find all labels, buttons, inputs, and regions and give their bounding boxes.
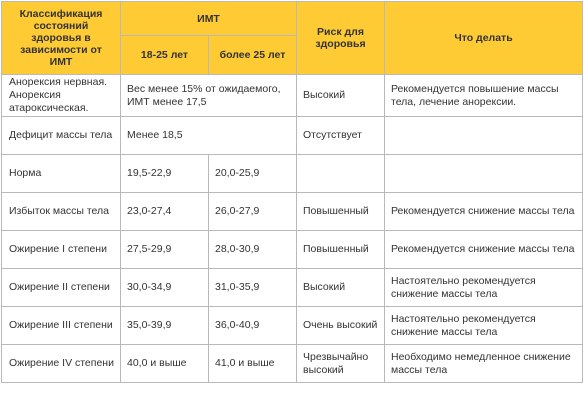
cell-classification: Ожирение III степени (2, 307, 121, 345)
cell-action: Рекомендуется повышение массы тела, лечение анорексии. (385, 75, 583, 117)
header-classification: Классификация состояний здоровья в зависимости от ИМТ (2, 2, 121, 75)
header-risk: Риск для здоровья (297, 2, 385, 75)
cell-action: Необходимо немедленное снижение массы тела (385, 345, 583, 383)
cell-bmi-18-25: 19,5-22,9 (121, 155, 209, 193)
table-header (2, 2, 583, 75)
cell-action: Настоятельно рекомендуется снижение массы тела (385, 269, 583, 307)
table-row (2, 193, 583, 231)
cell-risk: Повышенный (297, 231, 385, 269)
table-row (2, 231, 583, 269)
cell-risk (297, 155, 385, 193)
cell-bmi-18-25: 27,5-29,9 (121, 231, 209, 269)
cell-classification: Норма (2, 155, 121, 193)
cell-risk: Повышенный (297, 193, 385, 231)
table-body (2, 75, 583, 383)
cell-action (385, 155, 583, 193)
header-bmi: ИМТ (121, 2, 297, 36)
cell-risk: Чрезвычайно высокий (297, 345, 385, 383)
cell-action: Рекомендуется снижение массы тела (385, 231, 583, 269)
cell-classification: Дефицит массы тела (2, 117, 121, 155)
cell-bmi-over-25: 26,0-27,9 (209, 193, 297, 231)
table-row (2, 117, 583, 155)
header-age-over-25: более 25 лет (209, 36, 297, 75)
cell-action (385, 117, 583, 155)
cell-action: Рекомендуется снижение массы тела (385, 193, 583, 231)
cell-bmi-over-25: 31,0-35,9 (209, 269, 297, 307)
cell-bmi-18-25: 35,0-39,9 (121, 307, 209, 345)
cell-risk: Очень высокий (297, 307, 385, 345)
cell-bmi-merged: Вес менее 15% от ожидаемого, ИМТ менее 17,5 (121, 75, 297, 117)
cell-classification: Ожирение I степени (2, 231, 121, 269)
cell-classification: Ожирение IV степени (2, 345, 121, 383)
table-row (2, 307, 583, 345)
table-row (2, 345, 583, 383)
cell-risk: Высокий (297, 269, 385, 307)
cell-bmi-merged: Менее 18,5 (121, 117, 297, 155)
cell-bmi-over-25: 28,0-30,9 (209, 231, 297, 269)
cell-bmi-over-25: 41,0 и выше (209, 345, 297, 383)
cell-action: Настоятельно рекомендуется снижение массы тела (385, 307, 583, 345)
cell-bmi-18-25: 30,0-34,9 (121, 269, 209, 307)
cell-risk: Отсутствует (297, 117, 385, 155)
cell-bmi-over-25: 20,0-25,9 (209, 155, 297, 193)
header-age-18-25: 18-25 лет (121, 36, 209, 75)
cell-bmi-over-25: 36,0-40,9 (209, 307, 297, 345)
cell-bmi-18-25: 40,0 и выше (121, 345, 209, 383)
table-row (2, 155, 583, 193)
cell-classification: Ожирение II степени (2, 269, 121, 307)
cell-classification: Анорексия нервная. Анорексия атароксическая. (2, 75, 121, 117)
bmi-classification-table (1, 1, 583, 383)
cell-bmi-18-25: 23,0-27,4 (121, 193, 209, 231)
cell-risk: Высокий (297, 75, 385, 117)
header-what-to-do: Что делать (385, 2, 583, 75)
table-row (2, 269, 583, 307)
cell-classification: Избыток массы тела (2, 193, 121, 231)
table-row (2, 75, 583, 117)
